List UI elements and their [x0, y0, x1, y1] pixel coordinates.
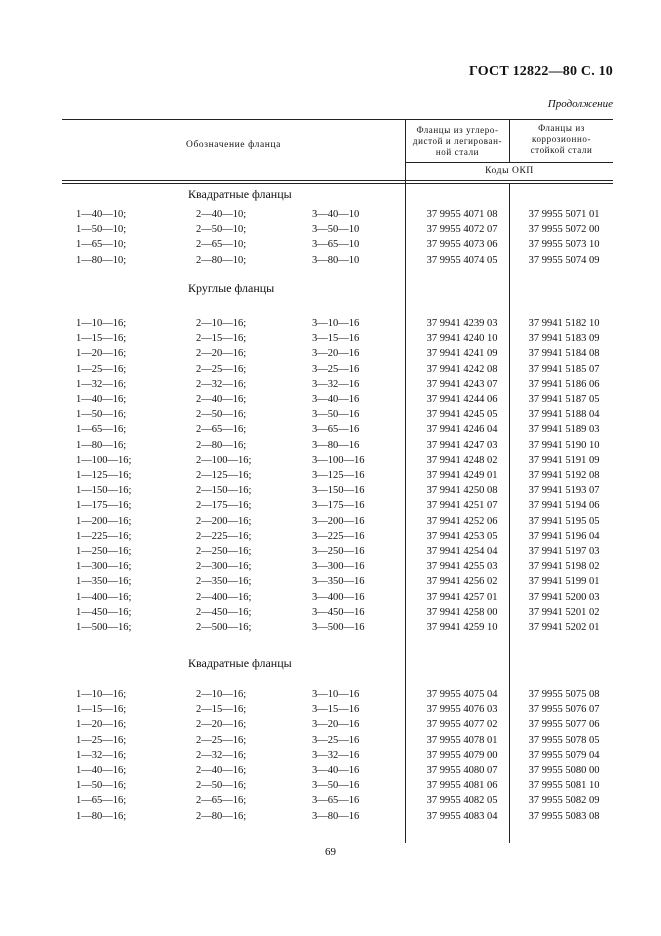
- okp-stainless-steel: 37 9941 5184 08: [528, 348, 600, 360]
- designation-type-2: 2—80—10;: [196, 254, 247, 266]
- table-row: [0, 364, 661, 379]
- okp-carbon-steel: 37 9941 4253 05: [426, 530, 498, 542]
- okp-stainless-steel: 37 9941 5188 04: [528, 409, 600, 421]
- table-row: [0, 440, 661, 455]
- okp-carbon-steel: 37 9955 4083 04: [426, 810, 498, 822]
- designation-type-2: 2—150—16;: [196, 485, 252, 497]
- okp-stainless-steel: 37 9941 5185 07: [528, 363, 600, 375]
- carbon-steel-header: Фланцы из углеро- дистой и легирован- ной стали: [412, 125, 503, 157]
- okp-header: Коды ОКП: [485, 166, 534, 176]
- designation-type-2: 2—80—16;: [196, 810, 247, 822]
- designation-type-2: 2—20—16;: [196, 719, 247, 731]
- designation-type-3: 3—10—16: [312, 689, 360, 700]
- designation-type-1: 1—250—16;: [76, 546, 132, 557]
- section-title: Квадратные фланцы: [188, 656, 292, 670]
- designation-type-1: 1—175—16;: [76, 500, 132, 512]
- designation-type-1: 1—300—16;: [76, 561, 132, 573]
- okp-stainless-steel: 37 9941 5196 04: [528, 530, 600, 542]
- designation-type-3: 3—32—16: [312, 749, 360, 761]
- designation-type-3: 3—10—16: [312, 318, 360, 329]
- designation-type-2: 2—65—16;: [196, 424, 247, 436]
- designation-type-2: 2—40—16;: [196, 765, 247, 776]
- okp-top-rule: [405, 162, 613, 163]
- designation-type-1: 1—150—16;: [76, 485, 132, 497]
- continuation-label: Продолжение: [547, 98, 613, 110]
- designation-type-1: 1—80—10;: [76, 254, 127, 266]
- designation-type-2: 2—40—10;: [196, 209, 247, 220]
- designation-type-1: 1—50—10;: [76, 224, 127, 236]
- designation-type-3: 3—150—16: [312, 485, 365, 497]
- okp-stainless-steel: 37 9955 5075 08: [528, 689, 600, 700]
- designation-type-3: 3—225—16: [312, 530, 365, 542]
- designation-type-3: 3—300—16: [312, 561, 365, 573]
- table-row: [0, 224, 661, 239]
- okp-carbon-steel: 37 9941 4256 02: [426, 576, 498, 588]
- designation-type-2: 2—32—16;: [196, 378, 247, 390]
- designation-type-2: 2—200—16;: [196, 515, 252, 527]
- designation-type-1: 1—200—16;: [76, 515, 132, 527]
- designation-type-1: 1—65—16;: [76, 424, 127, 436]
- designation-type-2: 2—400—16;: [196, 591, 252, 603]
- designation-type-2: 2—100—16;: [196, 454, 252, 466]
- designation-type-3: 3—450—16: [312, 606, 365, 618]
- okp-carbon-steel: 37 9955 4078 01: [426, 734, 498, 746]
- designation-type-1: 1—40—16;: [76, 394, 127, 405]
- designation-type-3: 3—20—16: [312, 348, 360, 360]
- okp-carbon-steel: 37 9941 4245 05: [426, 409, 498, 421]
- designation-type-1: 1—15—16;: [76, 704, 127, 716]
- designation-type-2: 2—65—10;: [196, 239, 247, 251]
- okp-carbon-steel: 37 9955 4081 06: [426, 780, 498, 792]
- designation-type-2: 2—80—16;: [196, 439, 247, 451]
- designation-type-2: 2—40—16;: [196, 394, 247, 405]
- designation-type-2: 2—500—16;: [196, 622, 252, 633]
- okp-carbon-steel: 37 9955 4076 03: [426, 704, 498, 716]
- table-row: [0, 561, 661, 576]
- table-row: [0, 750, 661, 765]
- table-row: [0, 209, 661, 224]
- table-row: [0, 424, 661, 439]
- designation-type-3: 3—200—16: [312, 515, 365, 527]
- okp-carbon-steel: 37 9955 4082 05: [426, 795, 498, 807]
- designation-type-3: 3—65—16: [312, 795, 360, 807]
- okp-carbon-steel: 37 9941 4249 01: [426, 470, 498, 481]
- designation-type-2: 2—50—10;: [196, 224, 247, 236]
- designation-type-2: 2—350—16;: [196, 576, 252, 588]
- designation-type-2: 2—25—16;: [196, 734, 247, 746]
- okp-stainless-steel: 37 9955 5083 08: [528, 810, 600, 822]
- table-row: [0, 455, 661, 470]
- table-row: [0, 379, 661, 394]
- okp-carbon-steel: 37 9955 4077 02: [426, 719, 498, 731]
- table-row: [0, 239, 661, 254]
- table-row: [0, 704, 661, 719]
- okp-carbon-steel: 37 9941 4250 08: [426, 485, 498, 497]
- okp-carbon-steel: 37 9955 4079 00: [426, 749, 498, 761]
- okp-carbon-steel: 37 9941 4254 04: [426, 546, 498, 557]
- document-code: ГОСТ 12822—80 С. 10: [469, 64, 613, 79]
- okp-carbon-steel: 37 9941 4259 10: [426, 622, 498, 633]
- designation-type-1: 1—450—16;: [76, 606, 132, 618]
- okp-stainless-steel: 37 9941 5200 03: [528, 591, 600, 603]
- designation-type-1: 1—500—16;: [76, 622, 132, 633]
- designation-type-3: 3—50—16: [312, 409, 360, 421]
- okp-stainless-steel: 37 9941 5202 01: [528, 622, 600, 633]
- designation-type-1: 1—40—16;: [76, 765, 127, 776]
- okp-carbon-steel: 37 9941 4240 10: [426, 333, 498, 345]
- designation-type-1: 1—20—16;: [76, 348, 127, 360]
- designation-type-2: 2—125—16;: [196, 470, 252, 481]
- designation-type-3: 3—32—16: [312, 378, 360, 390]
- designation-type-2: 2—65—16;: [196, 795, 247, 807]
- okp-carbon-steel: 37 9941 4241 09: [426, 348, 498, 360]
- okp-carbon-steel: 37 9941 4255 03: [426, 561, 498, 573]
- okp-stainless-steel: 37 9941 5198 02: [528, 561, 600, 573]
- designation-type-2: 2—15—16;: [196, 333, 247, 345]
- header-bottom-rule-1: [62, 180, 613, 181]
- okp-stainless-steel: 37 9941 5194 06: [528, 500, 600, 512]
- designation-type-2: 2—25—16;: [196, 363, 247, 375]
- stainless-steel-header: Фланцы из коррозионно- стойкой стали: [530, 123, 593, 155]
- okp-stainless-steel: 37 9941 5195 05: [528, 515, 600, 527]
- table-row: [0, 719, 661, 734]
- okp-stainless-steel: 37 9941 5193 07: [528, 485, 600, 497]
- okp-carbon-steel: 37 9955 4073 06: [426, 239, 498, 251]
- designation-type-1: 1—100—16;: [76, 454, 132, 466]
- table-row: [0, 780, 661, 795]
- okp-carbon-steel: 37 9941 4251 07: [426, 500, 498, 512]
- table-row: [0, 531, 661, 546]
- okp-stainless-steel: 37 9955 5082 09: [528, 795, 600, 807]
- okp-carbon-steel: 37 9941 4247 03: [426, 439, 498, 451]
- okp-carbon-steel: 37 9941 4242 08: [426, 363, 498, 375]
- okp-carbon-steel: 37 9941 4243 07: [426, 378, 498, 390]
- designation-type-3: 3—50—16: [312, 780, 360, 792]
- okp-stainless-steel: 37 9941 5187 05: [528, 394, 600, 405]
- designation-type-3: 3—350—16: [312, 576, 365, 588]
- okp-carbon-steel: 37 9955 4074 05: [426, 254, 498, 266]
- designation-type-1: 1—20—16;: [76, 719, 127, 731]
- designation-type-1: 1—50—16;: [76, 780, 127, 792]
- designation-type-3: 3—15—16: [312, 333, 360, 345]
- designation-header: Обозначение фланца: [186, 140, 281, 150]
- okp-carbon-steel: 37 9955 4071 08: [426, 209, 498, 220]
- designation-type-1: 1—25—16;: [76, 363, 127, 375]
- designation-type-2: 2—32—16;: [196, 749, 247, 761]
- designation-type-3: 3—80—16: [312, 810, 360, 822]
- okp-stainless-steel: 37 9955 5076 07: [528, 704, 600, 716]
- designation-type-2: 2—250—16;: [196, 546, 252, 557]
- okp-stainless-steel: 37 9955 5077 06: [528, 719, 600, 731]
- designation-type-3: 3—40—16: [312, 765, 360, 776]
- okp-stainless-steel: 37 9941 5192 08: [528, 470, 600, 481]
- okp-stainless-steel: 37 9941 5191 09: [528, 454, 600, 466]
- table-row: [0, 592, 661, 607]
- designation-type-3: 3—50—10: [312, 224, 360, 236]
- okp-stainless-steel: 37 9955 5080 00: [528, 765, 600, 776]
- table-row: [0, 689, 661, 704]
- okp-stainless-steel: 37 9955 5072 00: [528, 224, 600, 236]
- designation-type-3: 3—65—10: [312, 239, 360, 251]
- designation-type-1: 1—32—16;: [76, 378, 127, 390]
- designation-type-1: 1—65—16;: [76, 795, 127, 807]
- section-title: Квадратные фланцы: [188, 187, 292, 201]
- header-bottom-rule-2: [62, 183, 613, 184]
- table-row: [0, 735, 661, 750]
- okp-carbon-steel: 37 9941 4246 04: [426, 424, 498, 436]
- table-row: [0, 622, 661, 637]
- designation-type-1: 1—125—16;: [76, 470, 132, 481]
- designation-type-1: 1—32—16;: [76, 749, 127, 761]
- okp-carbon-steel: 37 9955 4080 07: [426, 765, 498, 776]
- table-row: [0, 546, 661, 561]
- designation-type-3: 3—250—16: [312, 546, 365, 557]
- designation-type-2: 2—10—16;: [196, 318, 247, 329]
- okp-carbon-steel: 37 9941 4257 01: [426, 591, 498, 603]
- okp-carbon-steel: 37 9941 4258 00: [426, 606, 498, 618]
- designation-type-1: 1—65—10;: [76, 239, 127, 251]
- table-row: [0, 470, 661, 485]
- designation-type-1: 1—80—16;: [76, 439, 127, 451]
- designation-type-3: 3—400—16: [312, 591, 365, 603]
- okp-stainless-steel: 37 9941 5189 03: [528, 424, 600, 436]
- designation-type-3: 3—40—16: [312, 394, 360, 405]
- section-title: Круглые фланцы: [188, 281, 275, 295]
- table-row: [0, 333, 661, 348]
- designation-type-1: 1—10—16;: [76, 689, 127, 700]
- designation-type-1: 1—400—16;: [76, 591, 132, 603]
- okp-carbon-steel: 37 9941 4248 02: [426, 454, 498, 466]
- table-row: [0, 500, 661, 515]
- table-row: [0, 318, 661, 333]
- designation-type-1: 1—80—16;: [76, 810, 127, 822]
- okp-stainless-steel: 37 9955 5079 04: [528, 749, 600, 761]
- okp-carbon-steel: 37 9941 4252 06: [426, 515, 498, 527]
- designation-type-3: 3—20—16: [312, 719, 360, 731]
- designation-type-2: 2—10—16;: [196, 689, 247, 700]
- okp-stainless-steel: 37 9941 5199 01: [528, 576, 600, 588]
- okp-stainless-steel: 37 9941 5201 02: [528, 606, 600, 618]
- okp-stainless-steel: 37 9941 5197 03: [528, 546, 600, 557]
- designation-type-2: 2—225—16;: [196, 530, 252, 542]
- designation-type-2: 2—450—16;: [196, 606, 252, 618]
- designation-type-3: 3—80—16: [312, 439, 360, 451]
- okp-carbon-steel: 37 9955 4072 07: [426, 224, 498, 236]
- okp-stainless-steel: 37 9941 5182 10: [528, 318, 600, 329]
- table-row: [0, 576, 661, 591]
- designation-type-3: 3—125—16: [312, 470, 365, 481]
- okp-carbon-steel: 37 9941 4239 03: [426, 318, 498, 329]
- designation-type-1: 1—10—16;: [76, 318, 127, 329]
- table-top-rule: [62, 119, 613, 120]
- designation-type-1: 1—225—16;: [76, 530, 132, 542]
- okp-stainless-steel: 37 9955 5081 10: [528, 780, 600, 792]
- okp-stainless-steel: 37 9955 5071 01: [528, 209, 600, 220]
- table-row: [0, 255, 661, 270]
- designation-type-3: 3—15—16: [312, 704, 360, 716]
- designation-type-3: 3—65—16: [312, 424, 360, 436]
- okp-stainless-steel: 37 9941 5183 09: [528, 333, 600, 345]
- table-row: [0, 485, 661, 500]
- designation-type-2: 2—50—16;: [196, 780, 247, 792]
- okp-stainless-steel: 37 9941 5186 06: [528, 378, 600, 390]
- designation-type-1: 1—350—16;: [76, 576, 132, 588]
- designation-type-1: 1—25—16;: [76, 734, 127, 746]
- designation-type-2: 2—20—16;: [196, 348, 247, 360]
- okp-stainless-steel: 37 9955 5078 05: [528, 734, 600, 746]
- table-row: [0, 795, 661, 810]
- designation-type-3: 3—25—16: [312, 363, 360, 375]
- designation-type-2: 2—15—16;: [196, 704, 247, 716]
- designation-type-3: 3—500—16: [312, 622, 365, 633]
- okp-carbon-steel: 37 9955 4075 04: [426, 689, 498, 700]
- designation-type-3: 3—100—16: [312, 454, 365, 466]
- designation-type-2: 2—50—16;: [196, 409, 247, 421]
- table-row: [0, 394, 661, 409]
- designation-type-3: 3—175—16: [312, 500, 365, 512]
- page-number: 69: [325, 846, 336, 858]
- table-row: [0, 409, 661, 424]
- okp-stainless-steel: 37 9941 5190 10: [528, 439, 600, 451]
- table-row: [0, 765, 661, 780]
- table-row: [0, 516, 661, 531]
- designation-type-1: 1—40—10;: [76, 209, 127, 220]
- designation-type-2: 2—300—16;: [196, 561, 252, 573]
- designation-type-3: 3—80—10: [312, 254, 360, 266]
- designation-type-1: 1—15—16;: [76, 333, 127, 345]
- designation-type-3: 3—25—16: [312, 734, 360, 746]
- okp-stainless-steel: 37 9955 5074 09: [528, 254, 600, 266]
- okp-stainless-steel: 37 9955 5073 10: [528, 239, 600, 251]
- designation-type-2: 2—175—16;: [196, 500, 252, 512]
- table-row: [0, 348, 661, 363]
- table-row: [0, 811, 661, 826]
- table-row: [0, 607, 661, 622]
- designation-type-1: 1—50—16;: [76, 409, 127, 421]
- okp-carbon-steel: 37 9941 4244 06: [426, 394, 498, 405]
- designation-type-3: 3—40—10: [312, 209, 360, 220]
